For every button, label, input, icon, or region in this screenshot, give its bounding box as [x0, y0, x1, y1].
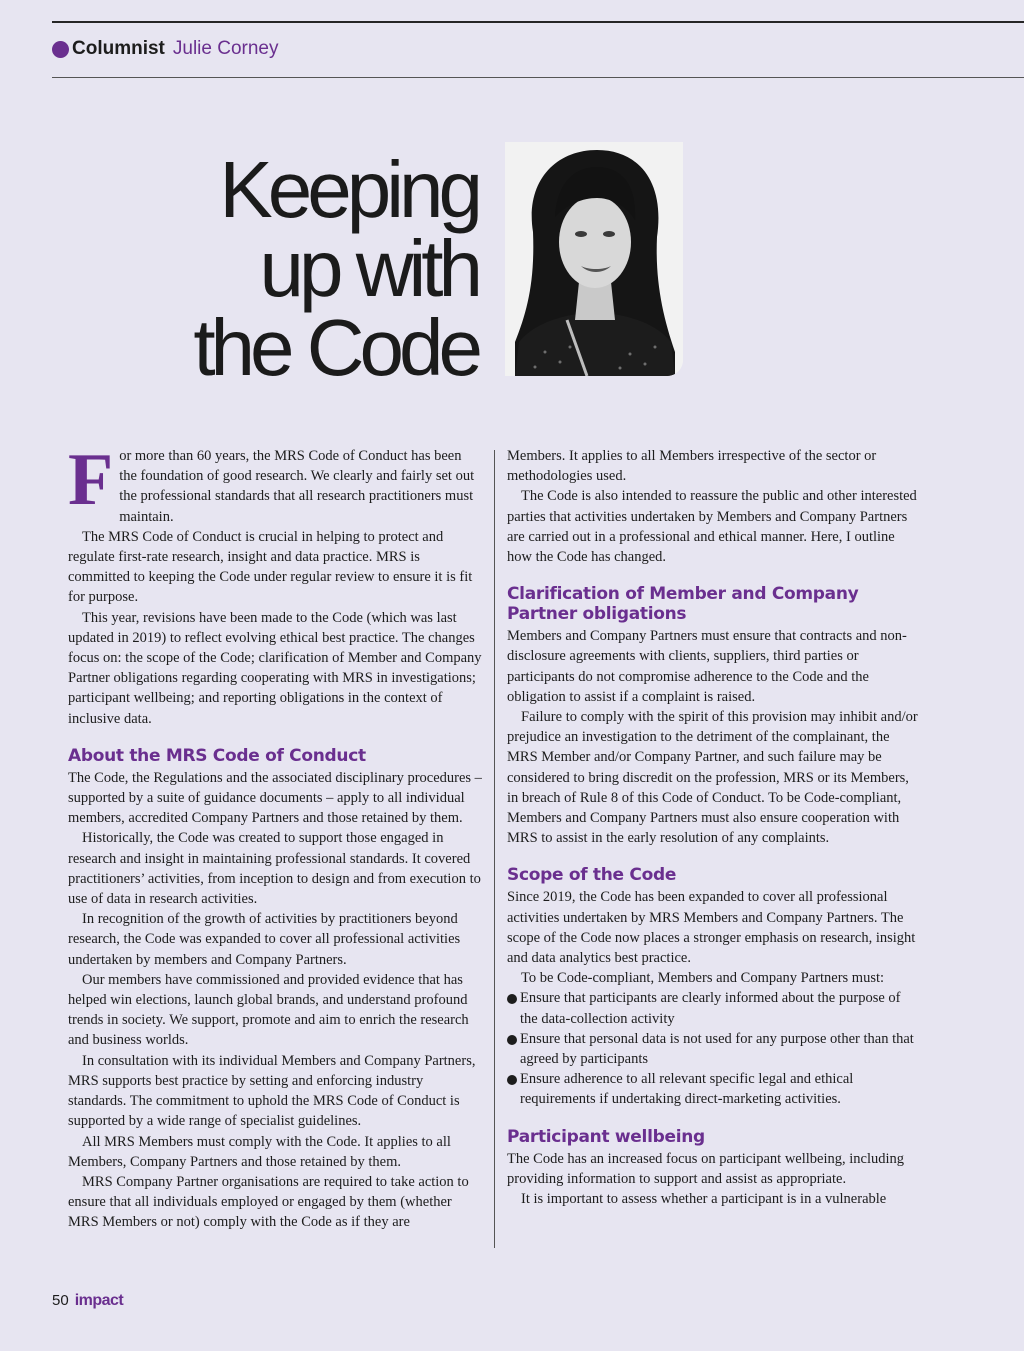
column-header	[52, 38, 279, 60]
paragraph: In recognition of the growth of activities by practitioners beyond research, the Code was expanded to cover all professional activities undertaken by members and Company Partners.	[68, 911, 461, 968]
title-line-3: the Code	[193, 303, 478, 392]
subheading-about: About the MRS Code of Conduct	[68, 745, 366, 766]
title-line-1: Keeping	[219, 145, 478, 234]
header-rule	[52, 77, 1024, 78]
paragraph: Our members have commissioned and provided evidence that has helped win elections, launch global brands, and understand profound trends in society. We support, promote and aim to enrich the research and business worlds.	[68, 971, 469, 1049]
bullet-dot-icon	[52, 41, 69, 58]
paragraph: MRS Company Partner organisations are required to take action to ensure that all individuals employed or engaged by them (whether MRS Members or not) comply with the Code as if they are	[68, 1173, 469, 1231]
list-item: Ensure adherence to all relevant specific legal and ethical requirements if undertaking direct-marketing activities.	[507, 1069, 921, 1109]
paragraph: It is important to assess whether a participant is in a vulnerable	[521, 1191, 887, 1208]
title-line-2: up with	[259, 224, 478, 313]
drop-cap: F	[68, 439, 114, 521]
subheading-scope: Scope of the Code	[507, 865, 677, 886]
paragraph: To be Code-compliant, Members and Company Partners must:	[521, 970, 885, 987]
paragraph: Failure to comply with the spirit of this provision may inhibit and/or prejudice an investigation to the detriment of the complainant, the MRS Member and/or Company Partner, and such failure may be considered to bring discredit on the profession, MRS or its Members, in breach of Rule 8 of this Code of Conduct. To be Code-compliant, Members and Company Partners must also ensure cooperation with MRS to assist in the early resolution of any complaints.	[507, 709, 918, 847]
page-number: 50	[52, 1292, 69, 1309]
paragraph: Members and Company Partners must ensure that contracts and non-disclosure agreements with clients, suppliers, third parties or participants do not compromise adherence to the Code and the obligation to assist if a complaint is raised.	[507, 628, 907, 705]
paragraph: The Code, the Regulations and the associated disciplinary procedures – supported by a suite of guidance documents – apply to all individual members, accredited Company Partners and those retained by them.	[68, 769, 482, 827]
subheading-clarification: Clarification of Member and Company Partner obligations	[507, 584, 859, 625]
portrait-image	[505, 142, 683, 376]
magazine-logo: impact	[74, 1292, 124, 1309]
paragraph: This year, revisions have been made to the Code (which was last updated in 2019) to reflect evolving ethical best practice. The changes focus on: the scope of the Code; clarification of Member and Company Partner obligations regarding cooperating with MRS in investigations; participant wellbeing; and reporting obligations in the context of inclusive data.	[68, 609, 482, 727]
paragraph: The Code is also intended to reassure the public and other interested parties that activities undertaken by Members and Company Partners are carried out in a professional and ethical manner. Here, I outline how the Code has changed.	[507, 488, 917, 566]
author-name: Julie Corney	[172, 38, 279, 59]
column-label: Columnist	[72, 38, 165, 59]
paragraph: Historically, the Code was created to support those engaged in research and insight in maintaining professional standards. It covered practitioners’ activities, from inception to design and from execution to use of data in research activities.	[68, 830, 481, 908]
paragraph: or more than 60 years, the MRS Code of Conduct has been the foundation of good research. We clearly and fairly set out the professional standards that all research practitioners must maintain.	[119, 448, 475, 525]
author-portrait	[505, 142, 683, 376]
list-item: Ensure that personal data is not used for any purpose other than that agreed by participants	[507, 1029, 921, 1069]
requirements-list	[507, 988, 921, 1109]
paragraph: The Code has an increased focus on participant wellbeing, including providing information to support and assist as appropriate.	[507, 1150, 905, 1187]
paragraph: Members. It applies to all Members irrespective of the sector or methodologies used.	[507, 448, 877, 485]
paragraph: The MRS Code of Conduct is crucial in helping to protect and regulate first-rate research, insight and data practice. MRS is committed to keeping the Code under regular review to ensure it is fit for purpose.	[68, 528, 473, 606]
list-item: Ensure that participants are clearly informed about the purpose of the data-collection activity	[507, 988, 921, 1028]
subheading-wellbeing: Participant wellbeing	[507, 1126, 705, 1147]
article-column-2	[507, 446, 921, 1209]
paragraph: Since 2019, the Code has been expanded to cover all professional activities undertaken by MRS Members and Company Partners. The scope of the Code now places a stronger emphasis on research, insight and data analytics best practice.	[507, 889, 916, 967]
column-divider	[494, 450, 495, 1248]
paragraph: All MRS Members must comply with the Code. It applies to all Members, Company Partners and those retained by them.	[68, 1133, 451, 1170]
top-rule	[52, 21, 1024, 23]
paragraph: In consultation with its individual Members and Company Partners, MRS supports best practice by setting and enforcing industry standards. The commitment to uphold the MRS Code of Conduct is supported by a wide range of specialist guidelines.	[68, 1052, 476, 1130]
article-column-1	[68, 439, 482, 1233]
page-title	[193, 145, 478, 392]
page-footer	[52, 1292, 123, 1310]
